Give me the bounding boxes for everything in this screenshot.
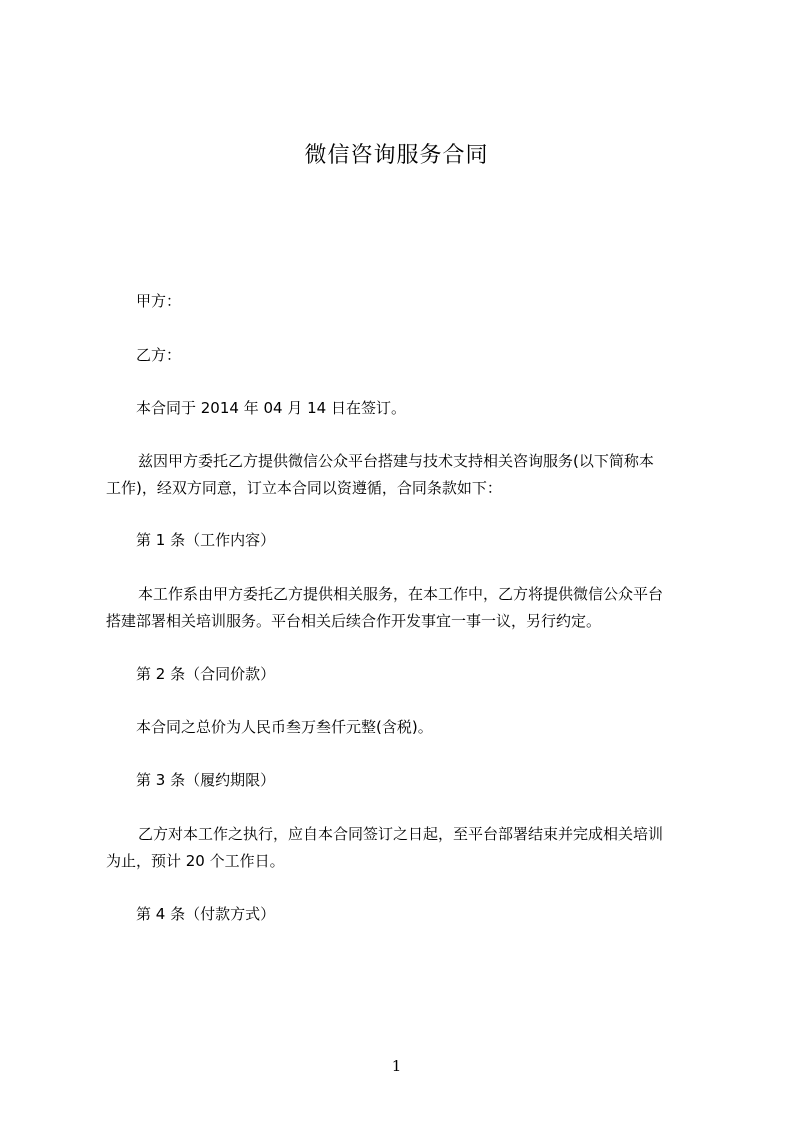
intro-line-1: 兹因甲方委托乙方提供微信公众平台搭建与技术支持相关咨询服务(以下简称本 — [138, 452, 654, 470]
article-4-heading: 第 4 条（付款方式） — [136, 905, 276, 923]
article-3-line-1: 乙方对本工作之执行，应自本合同签订之日起，至平台部署结束并完成相关培训 — [138, 825, 664, 843]
page-number: 1 — [391, 1057, 402, 1075]
article-3-line-2: 为止，预计 20 个工作日。 — [106, 852, 285, 870]
article-1-paragraph — [106, 584, 701, 631]
party-a-label: 甲方： — [136, 292, 182, 310]
article-3-paragraph — [106, 824, 701, 871]
article-3-heading: 第 3 条（履约期限） — [136, 771, 276, 789]
intro-line-2: 工作)，经双方同意，订立本合同以资遵循，合同条款如下： — [106, 479, 502, 497]
signing-date-text: 本合同于 2014 年 04 月 14 日在签订。 — [136, 399, 406, 417]
intro-paragraph — [106, 451, 701, 498]
article-1-line-1: 本工作系由甲方委托乙方提供相关服务，在本工作中，乙方将提供微信公众平台 — [138, 585, 664, 603]
party-b-label: 乙方： — [136, 346, 182, 364]
article-1-line-2: 搭建部署相关培训服务。平台相关后续合作开发事宜一事一议，另行约定。 — [106, 612, 602, 630]
article-2-text: 本合同之总价为人民币叁万叁仟元整(含税)。 — [136, 718, 433, 736]
article-1-heading: 第 1 条（工作内容） — [136, 531, 276, 549]
document-title: 微信咨询服务合同 — [304, 143, 489, 168]
article-2-heading: 第 2 条（合同价款） — [136, 665, 276, 683]
